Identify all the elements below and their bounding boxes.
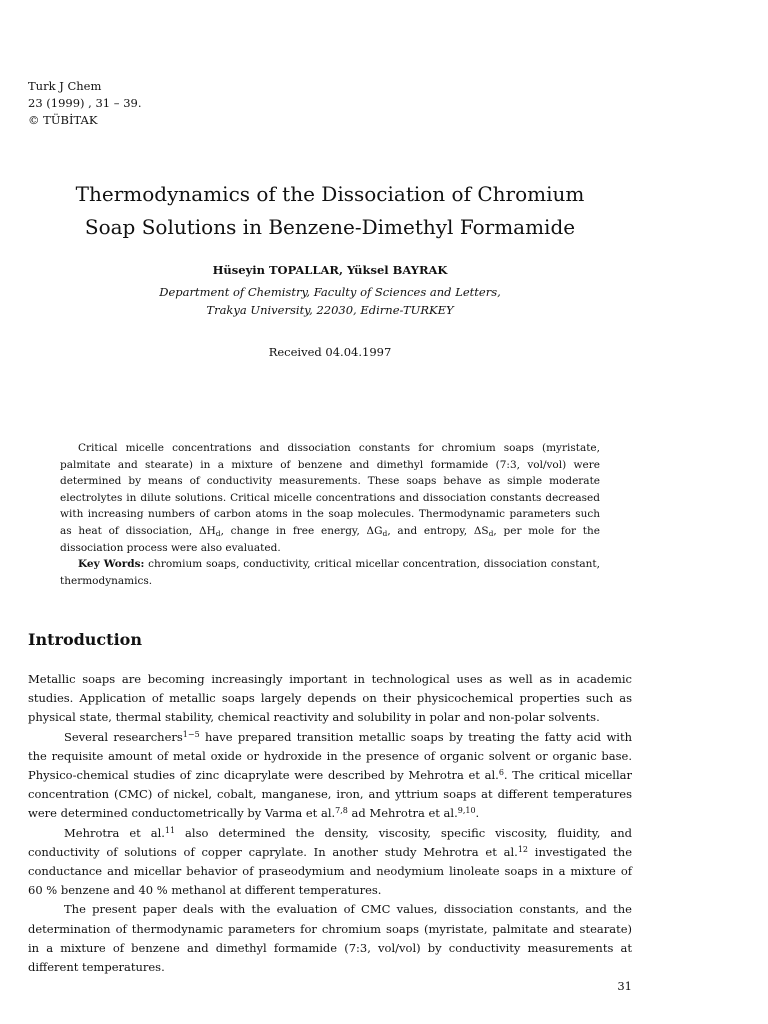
delta-s: ΔS	[473, 524, 489, 537]
affiliation-line-2: Trakya University, 22030, Edirne-TURKEY	[206, 303, 454, 317]
abstract-text-c: , and entropy,	[387, 524, 474, 537]
citation: 6	[498, 768, 504, 778]
paragraph-2	[28, 728, 632, 824]
citation: 11	[164, 825, 176, 835]
journal-header	[28, 78, 141, 129]
section-heading-introduction: Introduction	[28, 630, 142, 649]
keywords-text: chromium soaps, conductivity, critical micellar concentration, dissociation constant, thermodynamics.	[60, 558, 600, 587]
p2-text-d: ad Mehrotra et al.	[347, 806, 458, 821]
affiliation-line-1: Department of Chemistry, Faculty of Sciences and Letters,	[159, 285, 501, 299]
paragraph-4: The present paper deals with the evaluation of CMC values, dissociation constants, and the determination of thermodynamic parameters for chromium soaps (myristate, palmitate and stearate) in a mixture of benzene and dimethyl formamide (7:3, vol/vol) by conductivity measurements at different temperatures.	[28, 902, 632, 975]
keywords	[60, 556, 600, 589]
paper-title	[0, 178, 660, 244]
delta-h: ΔH	[199, 524, 216, 537]
journal-volume: 23 (1999) , 31 – 39.	[28, 96, 142, 110]
abstract	[60, 440, 600, 589]
introduction-body	[28, 670, 632, 977]
keywords-label: Key Words:	[78, 558, 145, 571]
citation: 7,8	[335, 806, 348, 816]
abstract-text-a: Critical micelle concentrations and dissociation constants for chromium soaps (myristate, palmitate and stearate) in a mixture of benzene and dimethyl formamide (7:3, vol/vol) were determined by means of conductivity measurements. These soaps behave as simple moderate electrolytes in dilute solutions. Critical micelle concentrations and dissociation constants decreased with increasing numbers of carbon atoms in the soap molecules. Thermodynamic parameters such as heat of dissociation,	[60, 442, 600, 537]
paragraph-1: Metallic soaps are becoming increasingly important in technological uses as well as in academic studies. Application of metallic soaps largely depends on their physicochemical properties such as physical state, thermal stability, chemical reactivity and solubility in polar and non-polar solvents.	[28, 672, 632, 725]
journal-publisher: © TÜBİTAK	[28, 113, 98, 127]
paragraph-3	[28, 824, 632, 901]
abstract-text-b: , change in free energy,	[220, 524, 367, 537]
sub-d: d	[382, 528, 388, 538]
sub-d: d	[215, 528, 221, 538]
p2-text-a: Several researchers	[64, 729, 183, 744]
p2-text-b: have prepared transition metallic soaps by treating the fatty acid with the requisite amount of metal oxide or hydroxide in the presence of organic solvent or organic base. Physico-chemical studies of zinc dicaprylate were described by Mehrotra et al.	[28, 729, 632, 783]
citation: 1−5	[182, 729, 200, 739]
abstract-text	[60, 440, 600, 556]
p3-text-a: Mehrotra et al.	[64, 825, 165, 840]
citation: 9,10	[457, 806, 476, 816]
p2-text-c: . The critical micellar concentration (CMC) of nickel, cobalt, manganese, iron, and yttrium soaps at different temperatures were determined conductometrically by Varma et al.	[28, 768, 632, 821]
sub-d: d	[488, 528, 494, 538]
p2-text-e: .	[475, 806, 480, 821]
title-line-1: Thermodynamics of the Dissociation of Chromium	[75, 182, 585, 206]
p3-text-b: also determined the density, viscosity, specific viscosity, fluidity, and conductivity of solutions of copper caprylate. In another study Mehrotra et al.	[28, 825, 632, 859]
delta-g: ΔG	[366, 524, 383, 537]
page-number: 31	[617, 979, 632, 993]
authors: Hüseyin TOPALLAR, Yüksel BAYRAK	[212, 263, 448, 277]
abstract-text-d: , per mole for the dissociation process were also evaluated.	[60, 524, 601, 554]
affiliation	[0, 283, 660, 319]
citation: 12	[517, 844, 529, 854]
received-date: Received 04.04.1997	[268, 345, 392, 359]
journal-name: Turk J Chem	[28, 79, 102, 93]
p3-text-c: investigated the conductance and micellar behavior of praseodymium and neodymium linoleate soaps in a mixture of 60 % benzene and 40 % methanol at different temperatures.	[28, 844, 632, 898]
title-line-2: Soap Solutions in Benzene-Dimethyl Formamide	[84, 215, 576, 239]
